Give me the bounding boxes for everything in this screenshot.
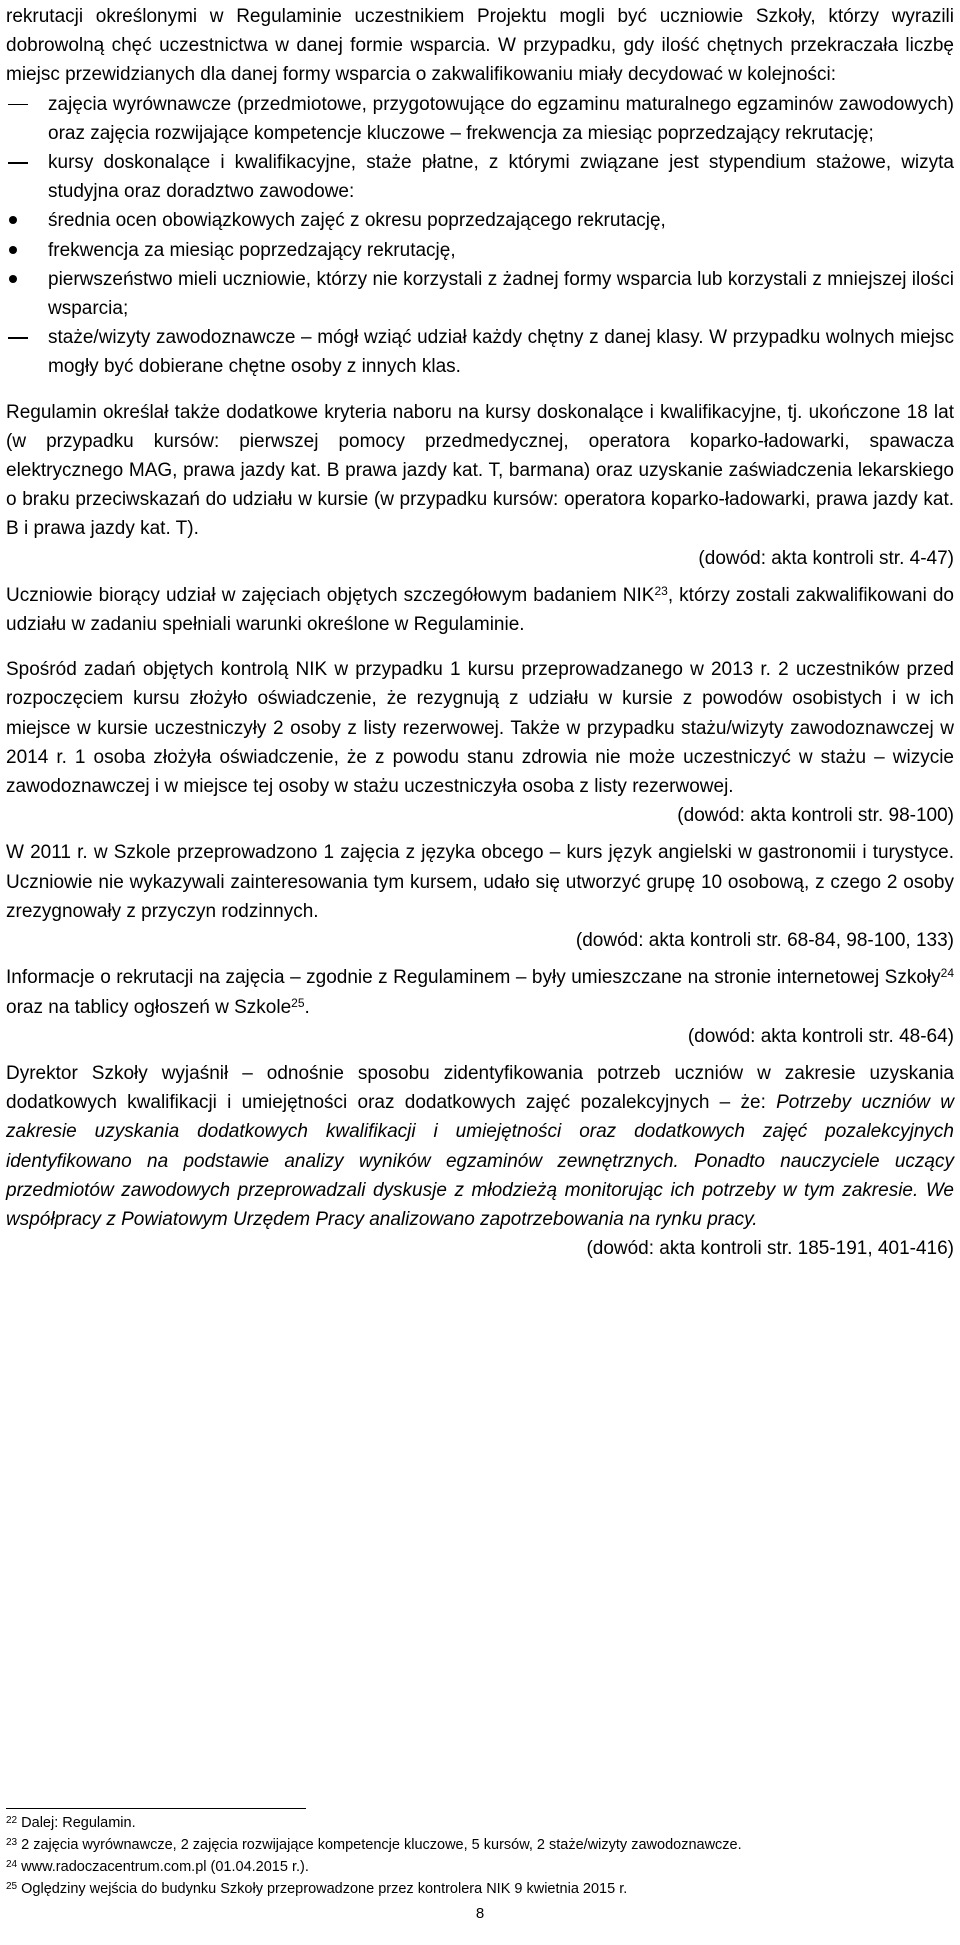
footnote xyxy=(6,1878,946,1900)
paragraph-director-explanation xyxy=(6,1059,954,1234)
dash-marker xyxy=(8,104,28,106)
text-span: . xyxy=(304,996,310,1018)
footnote xyxy=(6,1856,946,1878)
footnote-text: 2 zajęcia wyrównawcze, 2 zajęcia rozwijające kompetencje kluczowe, 5 kursów, 2 staże/wizyty zawodoznawcze. xyxy=(17,1837,742,1853)
list-item-text: staże/wizyty zawodoznawcze – mógł wziąć udział każdy chętny z danej klasy. W przypadku wolnych miejsc mogły być dobierane chętne osoby z innych klas. xyxy=(48,327,954,378)
paragraph-recruitment-info xyxy=(6,963,954,1021)
dash-marker xyxy=(8,162,28,164)
evidence-reference: (dowód: akta kontroli str. 68-84, 98-100, 133) xyxy=(575,930,954,952)
footnote-number: 24 xyxy=(6,1859,18,1870)
text-span: Informacje o rekrutacji na zajęcia – zgodnie z Regulaminem – były umieszczane na stronie internetowej Szkoły xyxy=(6,967,941,989)
paragraph-participants xyxy=(6,581,954,639)
list-item-bullet xyxy=(6,206,954,235)
paragraph-resignations: Spośród zadań objętych kontrolą NIK w przypadku 1 kursu przeprowadzanego w 2013 r. 2 uczestników przed rozpoczęciem kursu złożyło oświadczenie, że rezygnują z udziału w kursie z powodów osobistych i w ich miejsce w kursie uczestniczyły 2 osoby z listy rezerwowej. Także w przypadku stażu/wizyty zawodoznawczej w 2014 r. 1 osoba złożyła oświadczenie, że z powodu stanu zdrowia nie może uczestniczyć w stażu – wizycie zawodoznawczej i w miejsce tej osoby w stażu uczestniczyła osoba z listy rezerwowej. xyxy=(6,659,954,798)
evidence-reference: (dowód: akta kontroli str. 48-64) xyxy=(687,1025,954,1047)
footnote-divider xyxy=(6,1808,306,1809)
footnote-number: 23 xyxy=(6,1837,18,1848)
footnote-ref: 24 xyxy=(940,966,954,981)
text-span: Dyrektor Szkoły wyjaśnił – odnośnie sposobu zidentyfikowania potrzeb uczniów w zakresie uzyskania dodatkowych kwalifikacji i umiejętności oraz dodatkowych zajęć pozalekcyjnych – że: xyxy=(6,1062,954,1114)
text-span: oraz na tablicy ogłoszeń w Szkole xyxy=(6,996,292,1018)
footnote-text: Dalej: Regulamin. xyxy=(17,1815,136,1831)
page-number: 8 xyxy=(475,1905,485,1922)
footnote-text: Oględziny wejścia do budynku Szkoły przeprowadzone przez kontrolera NIK 9 kwietnia 2015 r. xyxy=(17,1881,628,1897)
list-item-text: pierwszeństwo mieli uczniowie, którzy nie korzystali z żadnej formy wsparcia lub korzystali z mniejszej ilości wsparcia; xyxy=(48,268,954,320)
evidence-reference: (dowód: akta kontroli str. 4-47) xyxy=(698,547,954,569)
footnote xyxy=(6,1834,946,1856)
list-item-text: zajęcia wyrównawcze (przedmiotowe, przygotowujące do egzaminu maturalnego egzaminów zawodowych) oraz zajęcia rozwijające kompetencje kluczowe – frekwencja za miesiąc poprzedzający rekrutację; xyxy=(48,93,954,144)
list-item-dash xyxy=(6,148,954,206)
bullet-marker xyxy=(9,246,17,254)
paragraph-language-course: W 2011 r. w Szkole przeprowadzono 1 zajęcia z języka obcego – kurs język angielski w gastronomii i turystyce. Uczniowie nie wykazywali zainteresowania tym kursem, udało się utworzyć grupę 10 osobową, z czego 2 osoby zrezygnowały z przyczyn rodzinnych. xyxy=(6,842,954,922)
footnote-text: www.radoczacentrum.com.pl (01.04.2015 r.). xyxy=(17,1859,309,1875)
paragraph-additional-criteria: Regulamin określał także dodatkowe kryteria naboru na kursy doskonalące i kwalifikacyjne, tj. ukończone 18 lat (w przypadku kursów: pierwszej pomocy przedmedycznej, operatora koparko-ładowarki, spawacza elektrycznego MAG, prawa jazdy kat. B prawa jazdy kat. T, barmana) oraz uzyskanie zaświadczenia lekarskiego o braku przeciwskazań do udziału w kursie (w przypadku kursów: operatora koparko-ładowarki, prawa jazdy kat. B i prawa jazdy kat. T). xyxy=(6,401,954,540)
dash-marker xyxy=(8,337,28,339)
bullet-marker xyxy=(9,216,17,224)
bullet-marker xyxy=(9,275,17,283)
text-span: , którzy zostali zakwalifikowani do udziału w zadaniu spełniali warunki określone w Regulaminie. xyxy=(6,584,954,636)
evidence-reference: (dowód: akta kontroli str. 185-191, 401-416) xyxy=(586,1238,954,1260)
evidence-reference: (dowód: akta kontroli str. 98-100) xyxy=(677,805,954,827)
list-item-dash xyxy=(6,323,954,381)
footnote-number: 25 xyxy=(6,1881,18,1892)
text-span: Uczniowie biorący udział w zajęciach objętych szczegółowym badaniem NIK xyxy=(6,584,655,606)
list-item-text: frekwencja za miesiąc poprzedzający rekrutację, xyxy=(48,239,456,261)
footnote-ref: 23 xyxy=(654,583,668,598)
footnote-ref: 25 xyxy=(291,995,305,1010)
quoted-text: Potrzeby uczniów w zakresie uzyskania dodatkowych kwalifikacji i umiejętności oraz dodatkowych zajęć pozalekcyjnych identyfikowano na podstawie analizy wyników egzaminów zewnętrznych. Ponadto nauczyciele uczący przedmiotów zawodowych przeprowadzali dyskusje z młodzieżą monitorując ich potrzeby w tym zakresie. We współpracy z Powiatowym Urzędem Pracy analizowano zapotrzebowania na rynku pracy. xyxy=(6,1092,955,1230)
footnote-number: 22 xyxy=(6,1815,18,1826)
list-item-text: kursy doskonalące i kwalifikacyjne, staże płatne, z którymi związane jest stypendium stażowe, wizyta studyjna oraz doradztwo zawodowe: xyxy=(48,152,954,203)
footnotes xyxy=(6,1812,946,1900)
footnote xyxy=(6,1812,946,1834)
list-item-bullet xyxy=(6,265,954,323)
list-item-text: średnia ocen obowiązkowych zajęć z okresu poprzedzającego rekrutację, xyxy=(48,210,666,232)
list-item-bullet xyxy=(6,236,954,265)
list-item-dash xyxy=(6,90,954,148)
paragraph-recruitment-rules: rekrutacji określonymi w Regulaminie uczestnikiem Projektu mogli być uczniowie Szkoły, którzy wyrazili dobrowolną chęć uczestnictwa w danej formie wsparcia. W przypadku, gdy ilość chętnych przekraczała liczbę miejsc przewidzianych dla danej formy wsparcia o zakwalifikowaniu miały decydować w kolejności: xyxy=(6,6,954,86)
